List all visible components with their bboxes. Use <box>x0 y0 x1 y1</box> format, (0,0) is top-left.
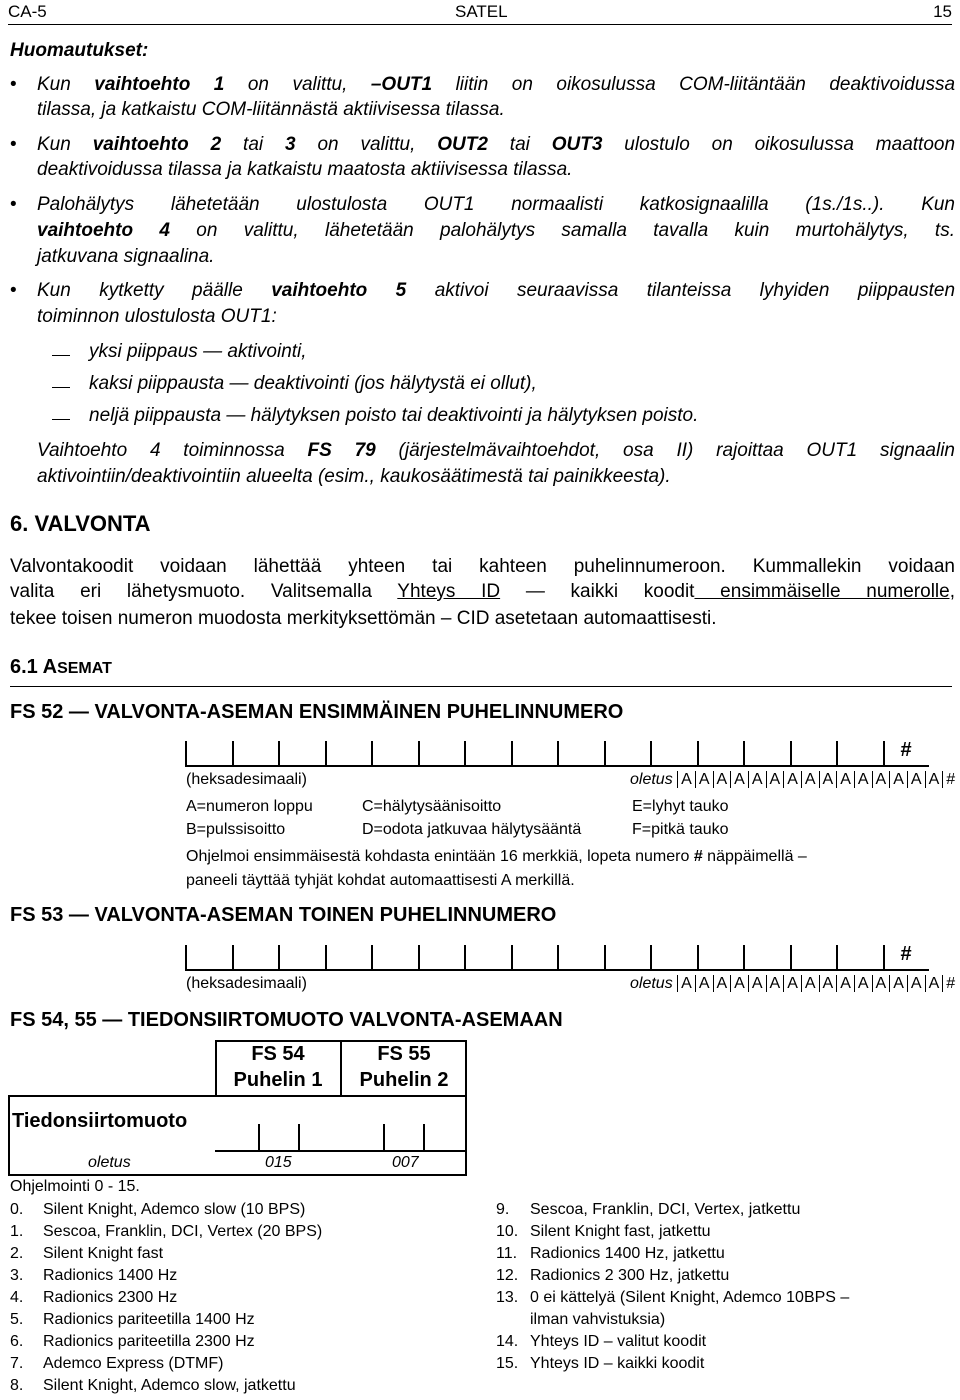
digit-box[interactable] <box>511 945 558 971</box>
fs53-oletus-label: oletus <box>630 975 673 992</box>
digit-box[interactable] <box>697 945 744 971</box>
fs52-prog-line-1: Ohjelmoi ensimmäisestä kohdasta enintään 16 merkkiä, lopeta numero # näppäimellä – <box>186 848 807 865</box>
fs55-digit-tick[interactable] <box>423 1124 425 1150</box>
digit-box[interactable] <box>371 945 418 971</box>
default-digit: A <box>872 975 890 992</box>
default-digit: A <box>713 975 731 992</box>
digit-box[interactable] <box>836 945 883 971</box>
fs5455-title: FS 54, 55 — TIEDONSIIRTOMUOTO VALVONTA-ASEMAAN <box>10 1009 563 1031</box>
list-item: Sescoa, Franklin, DCI, Vertex, jatkettu <box>530 1201 801 1218</box>
fs54-digit-tick[interactable] <box>258 1124 260 1150</box>
default-digit: A <box>677 975 695 992</box>
default-digit: A <box>677 771 695 788</box>
fs53-digit-boxes[interactable] <box>185 945 945 973</box>
digit-box[interactable] <box>650 741 697 767</box>
list-item-number: 2. <box>10 1245 24 1262</box>
digit-box[interactable] <box>278 945 325 971</box>
fs55-header-1: FS 55 <box>377 1043 431 1065</box>
notes-title: Huomautukset: <box>10 40 149 61</box>
note-3-line-3: jatkuvana signaalina. <box>37 246 215 267</box>
default-digit: A <box>783 975 801 992</box>
list-item-number: 14. <box>496 1333 519 1350</box>
fs52-digit-boxes[interactable] <box>185 741 945 769</box>
list-item-number: 7. <box>10 1355 24 1372</box>
legend-c: C=hälytysäänisoitto <box>362 798 502 815</box>
digit-box[interactable] <box>371 741 418 767</box>
list-item-number: 5. <box>10 1311 24 1328</box>
list-item-number: 1. <box>10 1223 24 1240</box>
dash-item-2: kaksi piippausta — deaktivointi (jos hälytystä ei ollut), <box>89 373 537 394</box>
list-item-number: 10. <box>496 1223 519 1240</box>
digit-box[interactable] <box>185 945 232 971</box>
default-digit: A <box>748 771 766 788</box>
fs5455-prog: Ohjelmointi 0 - 15. <box>10 1178 140 1195</box>
section-6-line-2: valita eri lähetysmuoto. Valitsemalla Yhteys ID — kaikki koodit ensimmäiselle numerolle, <box>10 581 955 602</box>
fs55-header-2: Puhelin 2 <box>359 1069 449 1091</box>
dash-marker <box>52 355 70 356</box>
fs54-default: 015 <box>265 1154 292 1171</box>
digit-box[interactable] <box>232 945 279 971</box>
default-digit: A <box>713 771 731 788</box>
list-item: Radionics 2300 Hz <box>43 1289 178 1306</box>
default-digit: A <box>819 975 837 992</box>
section-6-title: 6. VALVONTA <box>10 511 151 536</box>
dash-marker <box>52 387 70 388</box>
default-digit: A <box>925 771 943 788</box>
list-item: Yhteys ID – valitut koodit <box>530 1333 707 1350</box>
fs54-header-1: FS 54 <box>251 1043 305 1065</box>
list-item: Radionics pariteetilla 2300 Hz <box>43 1333 255 1350</box>
fs55-default: 007 <box>392 1154 419 1171</box>
section-6-line-3: tekee toisen numeron muodosta merkityksettömän – CID asetetaan automaattisesti. <box>10 608 717 629</box>
bullet: • <box>10 280 17 301</box>
legend-d: D=odota jatkuvaa hälytysääntä <box>362 821 582 838</box>
fs52-hex-label: (heksadesimaali) <box>186 771 307 788</box>
fs52-title: FS 52 — VALVONTA-ASEMAN ENSIMMÄINEN PUHELINNUMERO <box>10 701 624 723</box>
list-item-number: 3. <box>10 1267 24 1284</box>
list-item-number: 0. <box>10 1201 24 1218</box>
digit-box[interactable] <box>743 741 790 767</box>
list-item-number: 6. <box>10 1333 24 1350</box>
fs54-header-2: Puhelin 1 <box>233 1069 323 1091</box>
note-3-line-2: vaihtoehto 4 on valittu, lähetetään palohälytys samalla tavalla kuin murtohälytys, ts. <box>37 220 955 241</box>
note-1-line-1: Kun vaihtoehto 1 on valittu, –OUT1 liitin on oikosulussa COM-liitäntään deaktivoidussa <box>37 74 956 95</box>
list-item: ilman vahvistuksia) <box>530 1311 666 1328</box>
digit-box[interactable] <box>790 741 837 767</box>
default-digit: A <box>766 975 784 992</box>
bullet: • <box>10 74 17 95</box>
note-4-line-2: toiminnon ulostulosta OUT1: <box>37 306 277 327</box>
default-digit: A <box>836 771 854 788</box>
list-item-number: 15. <box>496 1355 519 1372</box>
default-digit: A <box>730 771 748 788</box>
default-digit: A <box>872 771 890 788</box>
note-para-line-1: Vaihtoehto 4 toiminnossa FS 79 (järjestelmävaihtoehdot, osa II) rajoittaa OUT1 signaalin <box>37 440 955 461</box>
default-digit: A <box>801 975 819 992</box>
note-4-line-1: Kun kytketty päälle vaihtoehto 5 aktivoi seuraavissa tilanteissa lyhyiden piippausten <box>37 280 956 301</box>
bullet: • <box>10 194 17 215</box>
digit-box[interactable] <box>557 945 604 971</box>
list-item: Sescoa, Franklin, DCI, Vertex (20 BPS) <box>43 1223 323 1240</box>
digit-box[interactable] <box>464 741 511 767</box>
digit-box[interactable] <box>557 741 604 767</box>
list-item: Yhteys ID – kaikki koodit <box>530 1355 705 1372</box>
list-item: Radionics 1400 Hz <box>43 1267 178 1284</box>
default-digit: A <box>801 771 819 788</box>
fs54-digit-tick[interactable] <box>298 1124 300 1150</box>
list-item-number: 4. <box>10 1289 24 1306</box>
fs53-default-row <box>630 975 958 993</box>
digit-box[interactable] <box>790 945 837 971</box>
default-digit: A <box>695 771 713 788</box>
section-6-1-title: 6.1 ASEMAT <box>10 656 112 678</box>
digit-box[interactable] <box>604 945 651 971</box>
header-center: SATEL <box>455 2 508 21</box>
default-digit: A <box>836 975 854 992</box>
fs55-digit-tick[interactable] <box>383 1124 385 1150</box>
default-digit: A <box>854 975 872 992</box>
list-item-number: 13. <box>496 1289 519 1306</box>
dash-item-3: neljä piippausta — hälytyksen poisto tai deaktivointi ja hälytyksen poisto. <box>89 405 699 426</box>
note-1-line-2: tilassa, ja katkaistu COM-liitännästä aktiivisessa tilassa. <box>37 99 505 120</box>
hash-terminator: # <box>900 943 912 965</box>
default-digit: A <box>766 771 784 788</box>
header-left: CA-5 <box>8 2 47 21</box>
default-digit: A <box>907 771 925 788</box>
dash-item-1: yksi piippaus — aktivointi, <box>89 341 307 362</box>
digit-box[interactable] <box>464 945 511 971</box>
list-item: Radionics 1400 Hz, jatkettu <box>530 1245 725 1262</box>
digit-box[interactable] <box>185 741 232 767</box>
fs5455-oletus-label: oletus <box>88 1154 131 1171</box>
fs53-title: FS 53 — VALVONTA-ASEMAN TOINEN PUHELINNUMERO <box>10 904 557 926</box>
fs5455-row-label: Tiedonsiirtomuoto <box>12 1110 188 1132</box>
section-6-line-1: Valvontakoodit voidaan lähettää yhteen tai kahteen puhelinnumeroon. Kummallekin voidaan <box>10 556 955 577</box>
list-item: Silent Knight fast, jatkettu <box>530 1223 711 1240</box>
list-item: Silent Knight, Ademco slow, jatkettu <box>43 1377 296 1394</box>
default-digit: A <box>925 975 943 992</box>
bullet: • <box>10 134 17 155</box>
fs53-hex-label: (heksadesimaali) <box>186 975 307 992</box>
list-item-number: 11. <box>496 1245 518 1262</box>
note-para-line-2: aktivointiin/deaktivointiin alueelta (esim., kaukosäätimestä tai painikkeesta). <box>37 466 671 487</box>
digit-box[interactable] <box>232 741 279 767</box>
digit-box[interactable] <box>325 741 372 767</box>
note-3-line-1: Palohälytys lähetetään ulostulosta OUT1 normaalisti katkosignaalilla (1s./1s..). Kun <box>37 194 955 215</box>
section-rule <box>10 686 952 687</box>
note-2-line-1: Kun vaihtoehto 2 tai 3 on valittu, OUT2 tai OUT3 ulostulo on oikosulussa maattoon <box>37 134 956 155</box>
header-right: 15 <box>933 2 952 21</box>
fs52-oletus-label: oletus <box>630 771 673 788</box>
header-rule <box>8 24 952 25</box>
default-digit: A <box>889 975 907 992</box>
list-item: Silent Knight fast <box>43 1245 164 1262</box>
fs52-default-row <box>630 771 958 789</box>
default-digit: A <box>748 975 766 992</box>
list-item-number: 8. <box>10 1377 24 1394</box>
digit-box[interactable] <box>743 945 790 971</box>
digit-box[interactable] <box>697 741 744 767</box>
digit-box[interactable] <box>511 741 558 767</box>
list-item: 0 ei kättelyä (Silent Knight, Ademco 10BPS – <box>530 1289 850 1306</box>
default-digit: A <box>730 975 748 992</box>
default-digit: A <box>854 771 872 788</box>
legend-a: A=numeron loppu <box>186 798 313 815</box>
digit-box[interactable] <box>278 741 325 767</box>
hash-terminator: # <box>900 739 912 761</box>
default-digit: # <box>942 975 958 992</box>
legend-f: F=pitkä tauko <box>632 821 729 838</box>
default-digit: A <box>889 771 907 788</box>
default-digit: A <box>783 771 801 788</box>
legend-e: E=lyhyt tauko <box>632 798 729 815</box>
default-digit: A <box>695 975 713 992</box>
legend-b: B=pulssisoitto <box>186 821 286 838</box>
default-digit: A <box>819 771 837 788</box>
note-2-line-2: deaktivoidussa tilassa ja katkaistu maatosta aktiivisessa tilassa. <box>37 159 573 180</box>
digit-box[interactable] <box>418 741 465 767</box>
list-item: Ademco Express (DTMF) <box>43 1355 224 1372</box>
list-item-number: 9. <box>496 1201 510 1218</box>
dash-marker <box>52 419 70 420</box>
list-item: Radionics 2 300 Hz, jatkettu <box>530 1267 730 1284</box>
digit-box[interactable] <box>836 741 883 767</box>
default-digit: # <box>942 771 958 788</box>
digit-box[interactable] <box>418 945 465 971</box>
list-item-number: 12. <box>496 1267 519 1284</box>
list-item: Silent Knight, Ademco slow (10 BPS) <box>43 1201 306 1218</box>
fs52-prog-line-2: paneeli täyttää tyhjät kohdat automaattisesti A merkillä. <box>186 872 575 889</box>
digit-box[interactable] <box>604 741 651 767</box>
digit-box[interactable] <box>650 945 697 971</box>
default-digit: A <box>907 975 925 992</box>
digit-box[interactable] <box>325 945 372 971</box>
list-item: Radionics pariteetilla 1400 Hz <box>43 1311 255 1328</box>
